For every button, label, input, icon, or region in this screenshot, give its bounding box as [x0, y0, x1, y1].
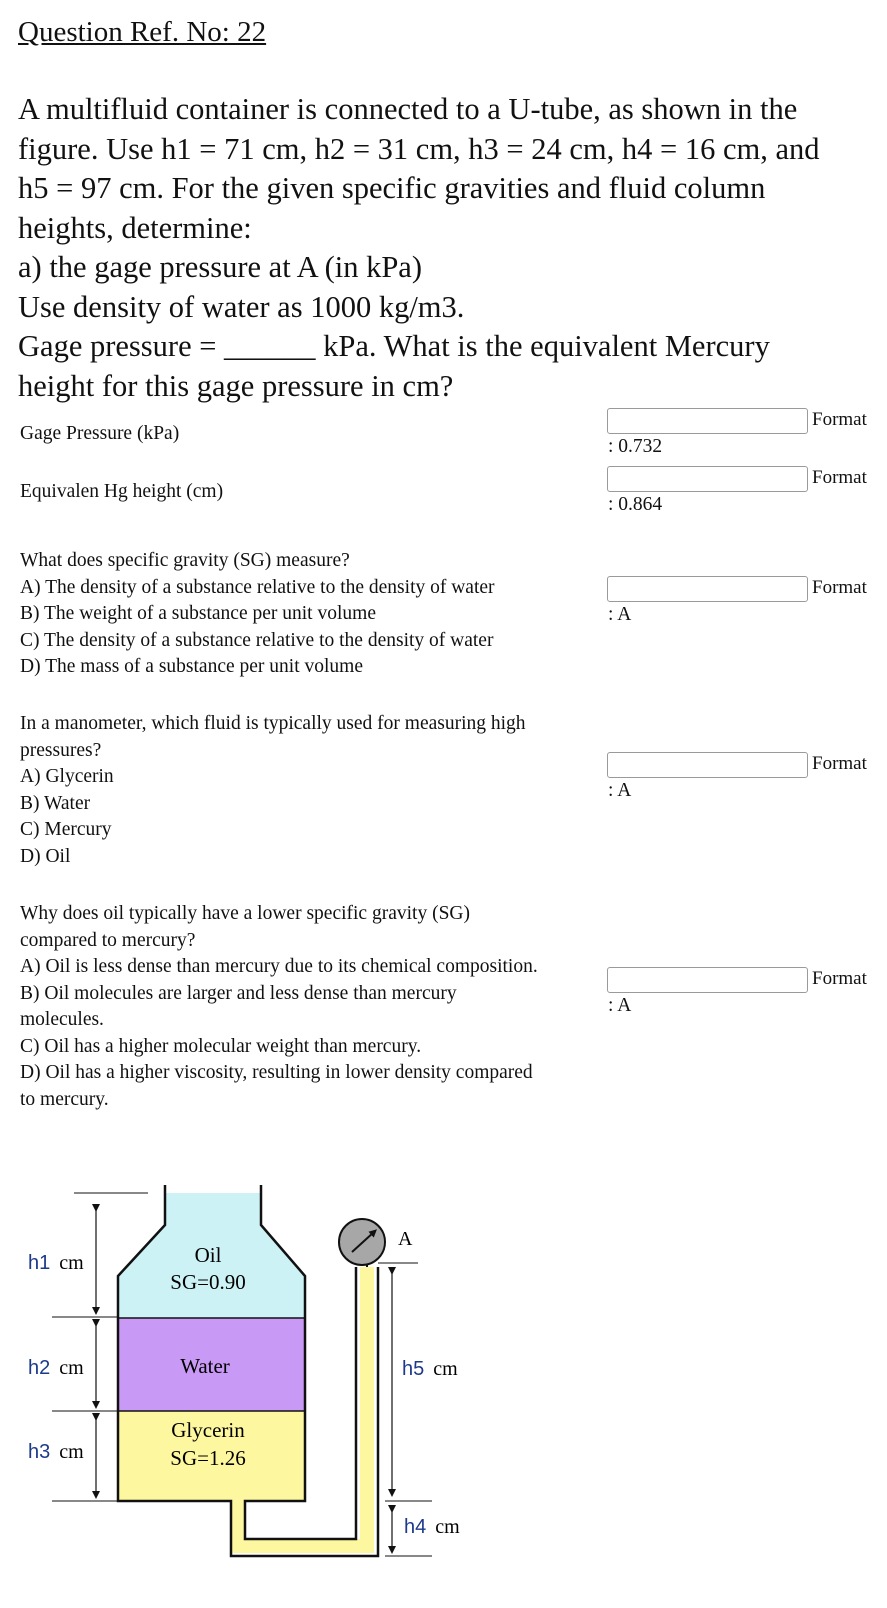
- unit-label: cm: [59, 1252, 84, 1274]
- mcq-answer: : A: [608, 995, 632, 1016]
- question-text: [18, 90, 878, 406]
- gage-pressure-label: Gage Pressure (kPa): [20, 423, 180, 444]
- format-button[interactable]: Format: [812, 753, 867, 774]
- mcq-question: [20, 901, 538, 1113]
- h5-label: h5: [402, 1358, 425, 1380]
- svg-text:h1 cm: [28, 1252, 84, 1274]
- manometer-figure: [0, 1185, 500, 1608]
- mcq-option: C) The density of a substance relative to the density of water: [20, 629, 494, 651]
- mcq-option: to mercury.: [20, 1088, 109, 1110]
- mcq-answer-input[interactable]: [607, 752, 808, 778]
- oil-label: Oil: [194, 1243, 222, 1267]
- format-button[interactable]: Format: [812, 467, 867, 488]
- mcq-option: A) Oil is less dense than mercury due to its chemical composition.: [20, 956, 538, 977]
- mcq-option: A) Glycerin: [20, 766, 114, 787]
- svg-text:h3 cm: [28, 1441, 84, 1463]
- question-line: a) the gage pressure at A (in kPa): [18, 250, 422, 284]
- oil-sg: SG=0.90: [170, 1270, 246, 1294]
- mcq-option: C) Oil has a higher molecular weight than mercury.: [20, 1035, 422, 1057]
- mcq-option: C) Mercury: [20, 819, 112, 840]
- glycerin-sg: SG=1.26: [170, 1446, 246, 1470]
- mcq-option: A) The density of a substance relative to the density of water: [20, 576, 495, 598]
- gage-pressure-answer: : 0.732: [608, 436, 663, 457]
- mcq-option: B) The weight of a substance per unit volume: [20, 603, 376, 624]
- svg-text:h4 cm: [404, 1516, 460, 1538]
- mcq-line: pressures?: [20, 739, 102, 761]
- h4-label: h4: [404, 1516, 427, 1538]
- hg-height-answer: : 0.864: [608, 494, 663, 515]
- question-line: figure. Use h1 = 71 cm, h2 = 31 cm, h3 = 24 cm, h4 = 16 cm, and: [18, 131, 820, 166]
- question-line: Gage pressure = ______ kPa. What is the equivalent Mercury: [18, 329, 770, 363]
- h2-label: h2: [28, 1357, 51, 1379]
- mcq-option: molecules.: [20, 1009, 104, 1030]
- mcq-option: B) Water: [20, 792, 91, 814]
- mcq-question: [20, 711, 526, 870]
- glycerin-label: Glycerin: [171, 1418, 245, 1442]
- format-button[interactable]: Format: [812, 409, 867, 430]
- unit-label: cm: [435, 1516, 460, 1538]
- format-button[interactable]: Format: [812, 577, 867, 598]
- question-line: A multifluid container is connected to a U-tube, as shown in the: [18, 92, 798, 126]
- mcq-answer: : A: [608, 780, 632, 801]
- mcq-option: D) The mass of a substance per unit volume: [20, 656, 363, 677]
- unit-label: cm: [433, 1358, 458, 1380]
- question-line: h5 = 97 cm. For the given specific gravities and fluid column: [18, 171, 766, 205]
- unit-label: cm: [59, 1357, 84, 1379]
- unit-label: cm: [59, 1441, 84, 1463]
- question-line: height for this gage pressure in cm?: [18, 368, 454, 403]
- water-label: Water: [180, 1354, 230, 1378]
- mcq-answer-input[interactable]: [607, 967, 808, 993]
- h1-label: h1: [28, 1252, 51, 1274]
- question-ref: Question Ref. No: 22: [18, 16, 267, 48]
- mcq-line: In a manometer, which fluid is typically used for measuring high: [20, 713, 526, 734]
- mcq-option: D) Oil: [20, 845, 71, 867]
- mcq-answer: : A: [608, 604, 632, 625]
- mcq-answer-input[interactable]: [607, 576, 808, 602]
- point-a-label: A: [398, 1228, 413, 1250]
- mcq-line: compared to mercury?: [20, 929, 196, 951]
- gage-pressure-input[interactable]: [607, 408, 808, 434]
- svg-text:h2 cm: [28, 1357, 84, 1379]
- mcq-question: [20, 548, 495, 681]
- mcq-option: D) Oil has a higher viscosity, resulting in lower density compared: [20, 1062, 533, 1083]
- mcq-option: B) Oil molecules are larger and less dense than mercury: [20, 982, 457, 1004]
- mcq-line: What does specific gravity (SG) measure?: [20, 550, 350, 571]
- format-button[interactable]: Format: [812, 968, 867, 989]
- h3-label: h3: [28, 1441, 51, 1463]
- question-line: Use density of water as 1000 kg/m3.: [18, 289, 465, 324]
- hg-height-input[interactable]: [607, 466, 808, 492]
- mcq-line: Why does oil typically have a lower specific gravity (SG): [20, 903, 470, 924]
- hg-height-label: Equivalen Hg height (cm): [20, 481, 224, 502]
- question-line: heights, determine:: [18, 210, 252, 245]
- svg-text:h5 cm: [402, 1358, 458, 1380]
